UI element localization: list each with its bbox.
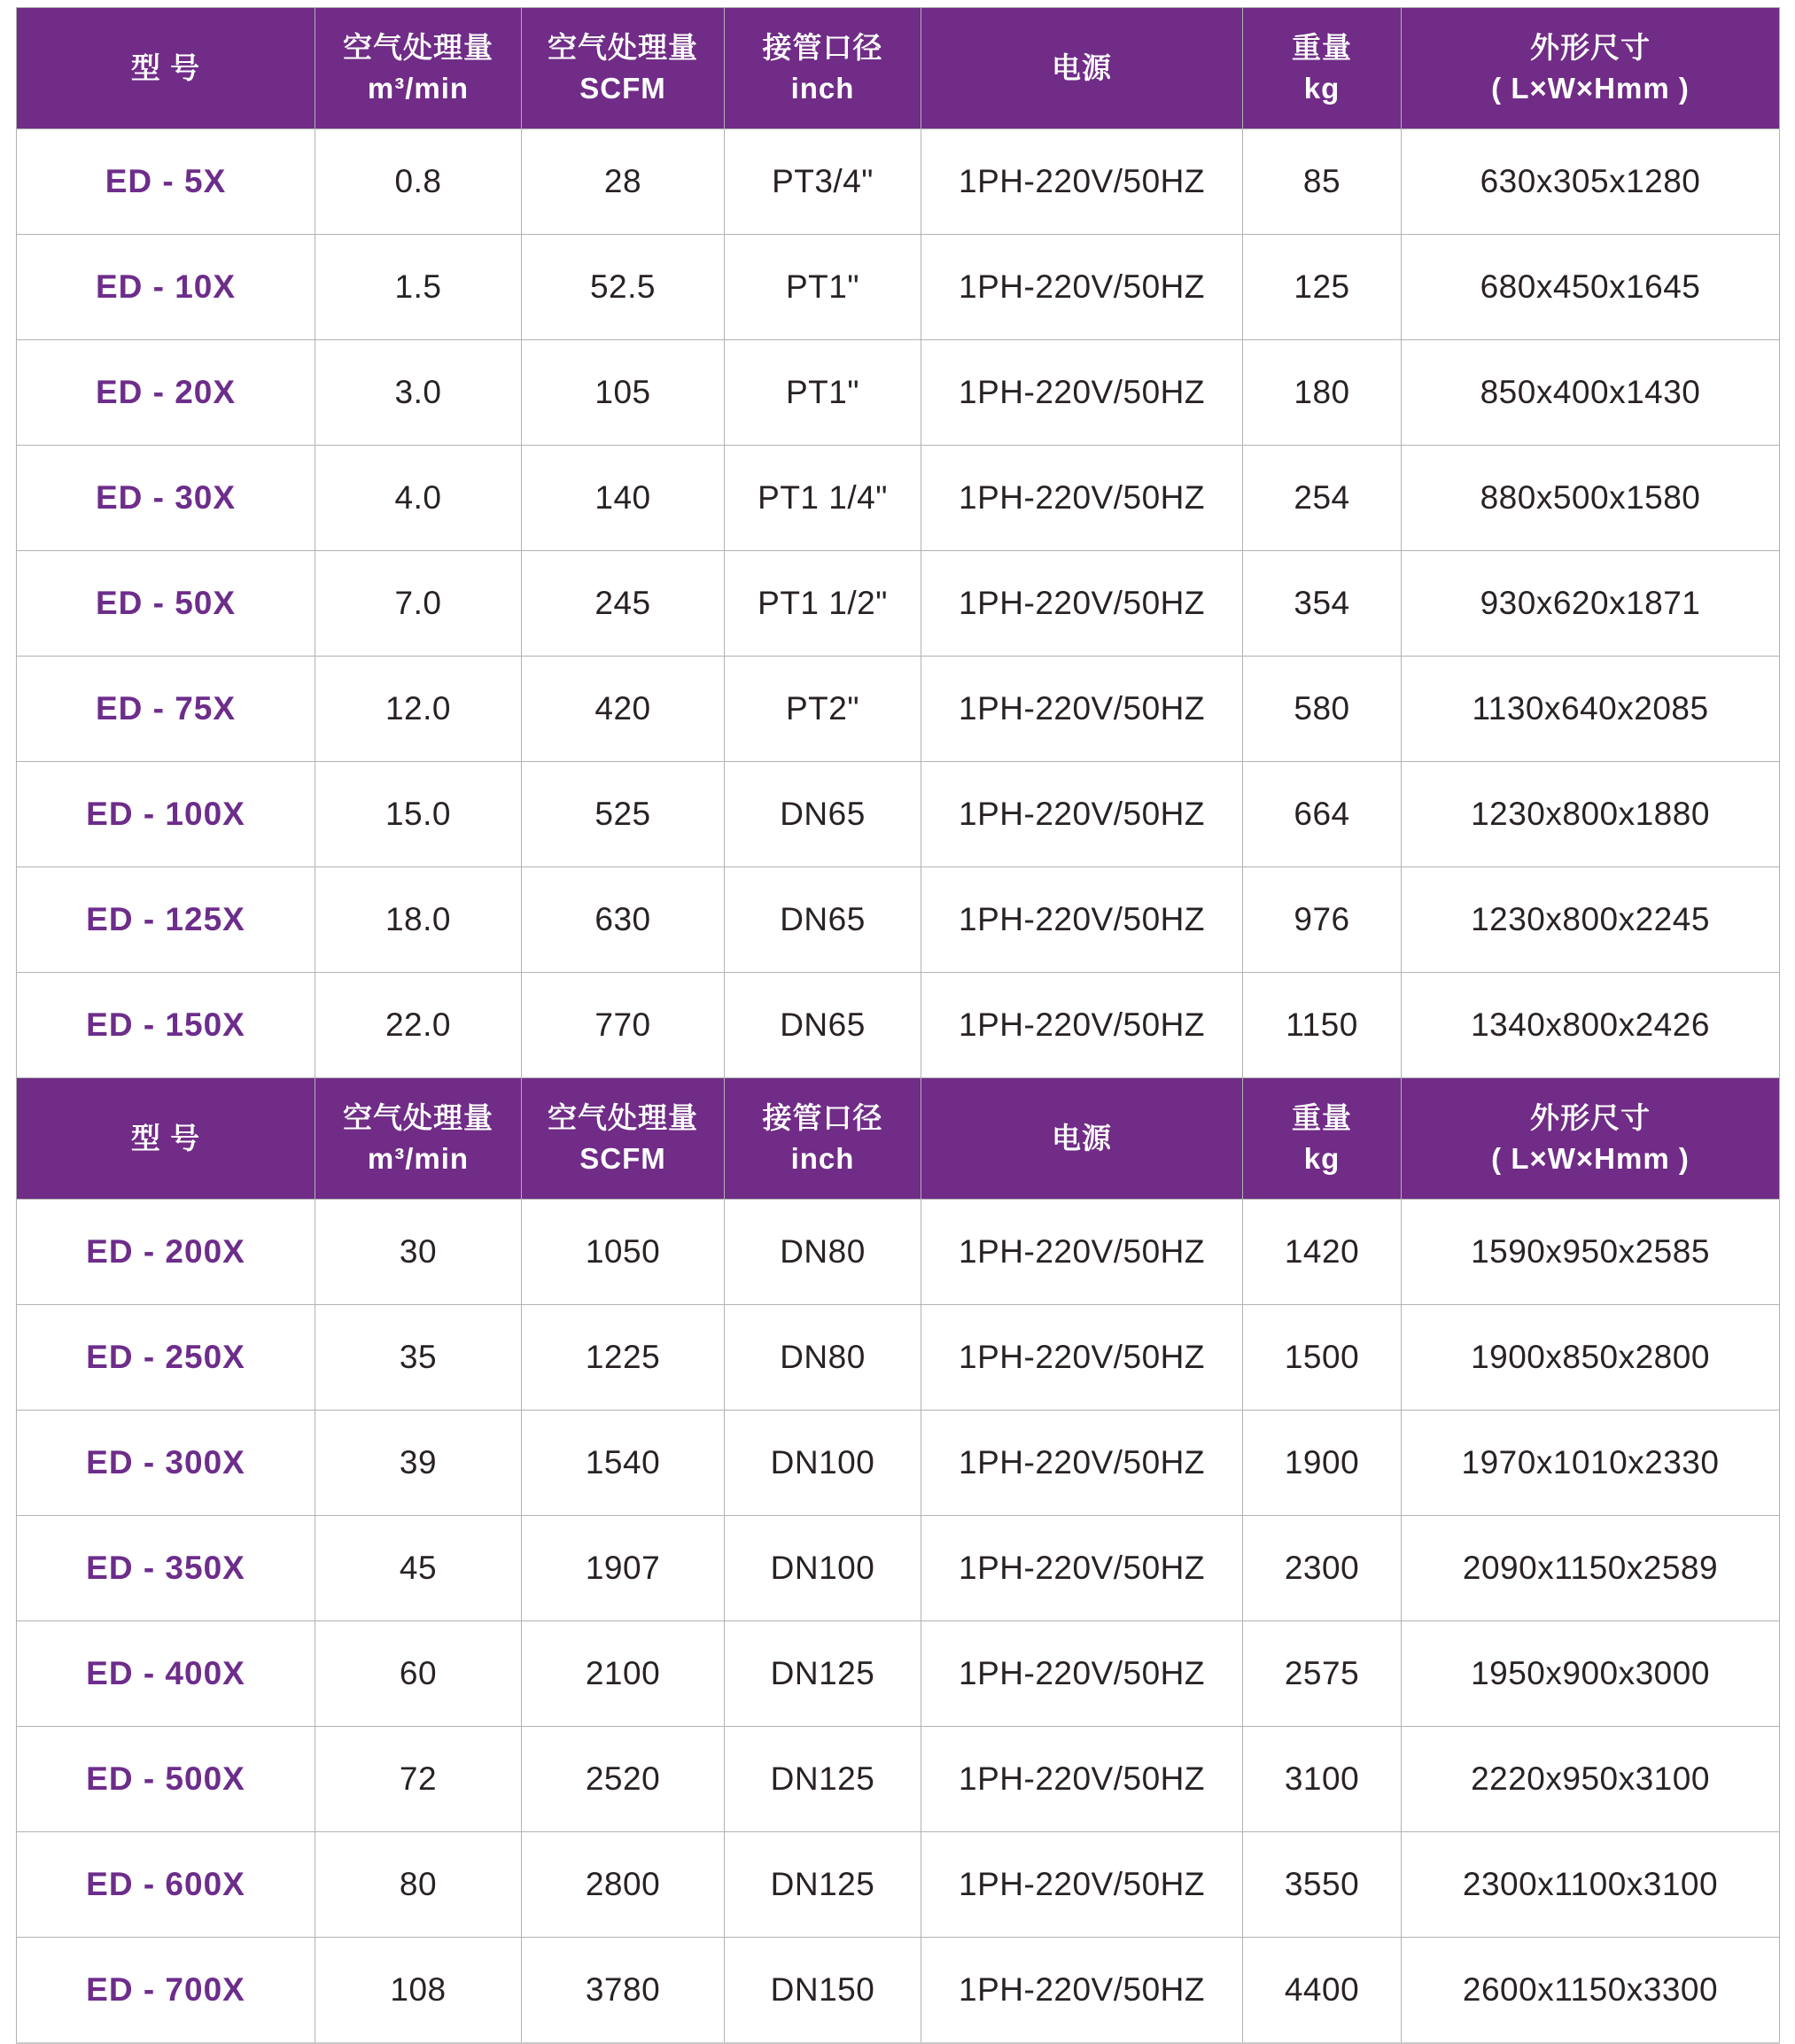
data-cell: 930x620x1871 (1402, 551, 1780, 657)
table-row (17, 446, 1780, 551)
table-row (17, 973, 1780, 1078)
model-cell: ED - 400X (17, 1621, 315, 1727)
model-cell: ED - 500X (17, 1727, 315, 1832)
data-cell: 15.0 (315, 762, 522, 867)
data-cell: 1.5 (315, 235, 522, 340)
data-cell: 125 (1243, 235, 1402, 340)
column-header-line2: ( L×W×Hmm ) (1491, 72, 1690, 105)
data-cell: 1PH-220V/50HZ (921, 1727, 1243, 1832)
model-cell: ED - 700X (17, 1938, 315, 2044)
column-header-line2: inch (790, 72, 855, 105)
column-header (725, 1078, 921, 1200)
data-cell: 354 (1243, 551, 1402, 657)
data-cell: 180 (1243, 340, 1402, 446)
column-header-line1: 重量 (1292, 31, 1352, 65)
model-cell: ED - 300X (17, 1411, 315, 1516)
data-cell: 1PH-220V/50HZ (921, 446, 1243, 551)
header-row-section-2 (17, 1078, 1780, 1200)
column-header-line1: 接管口径 (762, 1101, 883, 1135)
column-header-line1: 型 号 (130, 1122, 201, 1155)
data-cell: PT3/4" (725, 129, 921, 235)
data-cell: 1907 (522, 1516, 725, 1621)
data-cell: 1500 (1243, 1305, 1402, 1411)
table-row (17, 1938, 1780, 2044)
column-header (17, 8, 315, 129)
table-row (17, 235, 1780, 340)
data-cell: 245 (522, 551, 725, 657)
model-cell: ED - 50X (17, 551, 315, 657)
data-cell: 0.8 (315, 129, 522, 235)
column-header (725, 8, 921, 129)
data-cell: 105 (522, 340, 725, 446)
column-header-line2: SCFM (579, 1142, 666, 1175)
data-cell: 1PH-220V/50HZ (921, 1832, 1243, 1938)
data-cell: 85 (1243, 129, 1402, 235)
column-header-line2: kg (1303, 72, 1340, 105)
data-cell: 3550 (1243, 1832, 1402, 1938)
data-cell: 1950x900x3000 (1402, 1621, 1780, 1727)
data-cell: 35 (315, 1305, 522, 1411)
model-cell: ED - 250X (17, 1305, 315, 1411)
model-cell: ED - 100X (17, 762, 315, 867)
data-cell: DN65 (725, 973, 921, 1078)
data-cell: 525 (522, 762, 725, 867)
column-header-line1: 外形尺寸 (1530, 31, 1651, 65)
column-header-line1: 接管口径 (762, 31, 883, 65)
data-cell: 1PH-220V/50HZ (921, 1621, 1243, 1727)
data-cell: 1050 (522, 1200, 725, 1305)
table-row (17, 1411, 1780, 1516)
data-cell: 2600x1150x3300 (1402, 1938, 1780, 2044)
data-cell: 22.0 (315, 973, 522, 1078)
model-cell: ED - 10X (17, 235, 315, 340)
column-header-line1: 重量 (1292, 1101, 1352, 1135)
model-cell: ED - 150X (17, 973, 315, 1078)
data-cell: 45 (315, 1516, 522, 1621)
data-cell: 880x500x1580 (1402, 446, 1780, 551)
data-cell: 1PH-220V/50HZ (921, 973, 1243, 1078)
data-cell: 2800 (522, 1832, 725, 1938)
data-cell: DN125 (725, 1832, 921, 1938)
data-cell: 72 (315, 1727, 522, 1832)
column-header (1402, 1078, 1780, 1200)
data-cell: 4400 (1243, 1938, 1402, 2044)
data-cell: 1PH-220V/50HZ (921, 1516, 1243, 1621)
column-header (315, 1078, 522, 1200)
product-spec-table (16, 7, 1780, 2044)
data-cell: 3100 (1243, 1727, 1402, 1832)
column-header (315, 8, 522, 129)
model-cell: ED - 5X (17, 129, 315, 235)
data-cell: 1540 (522, 1411, 725, 1516)
column-header-line1: 型 号 (130, 51, 201, 85)
model-cell: ED - 350X (17, 1516, 315, 1621)
column-header (522, 1078, 725, 1200)
data-cell: 108 (315, 1938, 522, 2044)
data-cell: 2300 (1243, 1516, 1402, 1621)
column-header-line1: 空气处理量 (343, 31, 493, 65)
data-cell: 4.0 (315, 446, 522, 551)
table-row (17, 1621, 1780, 1727)
data-cell: 1PH-220V/50HZ (921, 129, 1243, 235)
data-cell: DN65 (725, 867, 921, 973)
data-cell: 1PH-220V/50HZ (921, 551, 1243, 657)
data-cell: 3.0 (315, 340, 522, 446)
table-row (17, 1832, 1780, 1938)
column-header-line1: 电源 (1052, 51, 1112, 85)
model-cell: ED - 20X (17, 340, 315, 446)
data-cell: PT1" (725, 340, 921, 446)
data-cell: 1590x950x2585 (1402, 1200, 1780, 1305)
data-cell: PT1 1/2" (725, 551, 921, 657)
data-cell: DN125 (725, 1621, 921, 1727)
column-header-line1: 外形尺寸 (1530, 1101, 1651, 1135)
data-cell: DN150 (725, 1938, 921, 2044)
data-cell: PT2" (725, 657, 921, 762)
data-cell: 1900x850x2800 (1402, 1305, 1780, 1411)
data-cell: 630 (522, 867, 725, 973)
data-cell: DN100 (725, 1411, 921, 1516)
table-row (17, 1727, 1780, 1832)
data-cell: 1PH-220V/50HZ (921, 1938, 1243, 2044)
column-header-line1: 空气处理量 (343, 1101, 493, 1135)
data-cell: 664 (1243, 762, 1402, 867)
data-cell: 1225 (522, 1305, 725, 1411)
header-row-section-1 (17, 8, 1780, 129)
column-header (921, 1078, 1243, 1200)
data-cell: PT1 1/4" (725, 446, 921, 551)
table-row (17, 867, 1780, 973)
data-cell: 1230x800x1880 (1402, 762, 1780, 867)
column-header-line2: m³/min (367, 1142, 470, 1175)
model-cell: ED - 600X (17, 1832, 315, 1938)
column-header-line2: inch (790, 1142, 855, 1175)
data-cell: 770 (522, 973, 725, 1078)
column-header-line2: SCFM (579, 72, 666, 105)
model-cell: ED - 200X (17, 1200, 315, 1305)
data-cell: 18.0 (315, 867, 522, 973)
table-row (17, 1305, 1780, 1411)
data-cell: 680x450x1645 (1402, 235, 1780, 340)
column-header (17, 1078, 315, 1200)
data-cell: 1PH-220V/50HZ (921, 657, 1243, 762)
data-cell: 2090x1150x2589 (1402, 1516, 1780, 1621)
data-cell: 2220x950x3100 (1402, 1727, 1780, 1832)
data-cell: 1340x800x2426 (1402, 973, 1780, 1078)
column-header-line1: 空气处理量 (548, 31, 698, 65)
data-cell: 2100 (522, 1621, 725, 1727)
data-cell: 1PH-220V/50HZ (921, 1411, 1243, 1516)
data-cell: 30 (315, 1200, 522, 1305)
data-cell: 1PH-220V/50HZ (921, 235, 1243, 340)
data-cell: 976 (1243, 867, 1402, 973)
data-cell: 1PH-220V/50HZ (921, 340, 1243, 446)
data-cell: DN125 (725, 1727, 921, 1832)
data-cell: 12.0 (315, 657, 522, 762)
data-cell: 1PH-220V/50HZ (921, 867, 1243, 973)
data-cell: DN65 (725, 762, 921, 867)
data-cell: 1PH-220V/50HZ (921, 1305, 1243, 1411)
data-cell: 1150 (1243, 973, 1402, 1078)
data-cell: 60 (315, 1621, 522, 1727)
table-row (17, 551, 1780, 657)
table-row (17, 1200, 1780, 1305)
data-cell: 39 (315, 1411, 522, 1516)
data-cell: 1900 (1243, 1411, 1402, 1516)
data-cell: 254 (1243, 446, 1402, 551)
table-row (17, 762, 1780, 867)
data-cell: 80 (315, 1832, 522, 1938)
table-row (17, 129, 1780, 235)
column-header (921, 8, 1243, 129)
data-cell: PT1" (725, 235, 921, 340)
data-cell: 3780 (522, 1938, 725, 2044)
data-cell: 1420 (1243, 1200, 1402, 1305)
data-cell: DN80 (725, 1305, 921, 1411)
model-cell: ED - 30X (17, 446, 315, 551)
column-header-line2: m³/min (367, 72, 470, 105)
column-header (522, 8, 725, 129)
data-cell: 630x305x1280 (1402, 129, 1780, 235)
data-cell: 52.5 (522, 235, 725, 340)
data-cell: DN80 (725, 1200, 921, 1305)
model-cell: ED - 75X (17, 657, 315, 762)
data-cell: 420 (522, 657, 725, 762)
column-header (1243, 1078, 1402, 1200)
column-header-line1: 电源 (1052, 1122, 1112, 1155)
data-cell: 1130x640x2085 (1402, 657, 1780, 762)
data-cell: 1PH-220V/50HZ (921, 1200, 1243, 1305)
column-header (1402, 8, 1780, 129)
table-row (17, 1516, 1780, 1621)
table-row (17, 340, 1780, 446)
data-cell: 2300x1100x3100 (1402, 1832, 1780, 1938)
data-cell: 580 (1243, 657, 1402, 762)
data-cell: 7.0 (315, 551, 522, 657)
column-header-line2: ( L×W×Hmm ) (1491, 1142, 1690, 1175)
column-header-line2: kg (1303, 1142, 1340, 1175)
column-header (1243, 8, 1402, 129)
column-header-line1: 空气处理量 (548, 1101, 698, 1135)
data-cell: 1970x1010x2330 (1402, 1411, 1780, 1516)
data-cell: 850x400x1430 (1402, 340, 1780, 446)
data-cell: 2520 (522, 1727, 725, 1832)
data-cell: 140 (522, 446, 725, 551)
data-cell: 1PH-220V/50HZ (921, 762, 1243, 867)
data-cell: 2575 (1243, 1621, 1402, 1727)
table-row (17, 657, 1780, 762)
data-cell: 28 (522, 129, 725, 235)
data-cell: 1230x800x2245 (1402, 867, 1780, 973)
data-cell: DN100 (725, 1516, 921, 1621)
model-cell: ED - 125X (17, 867, 315, 973)
